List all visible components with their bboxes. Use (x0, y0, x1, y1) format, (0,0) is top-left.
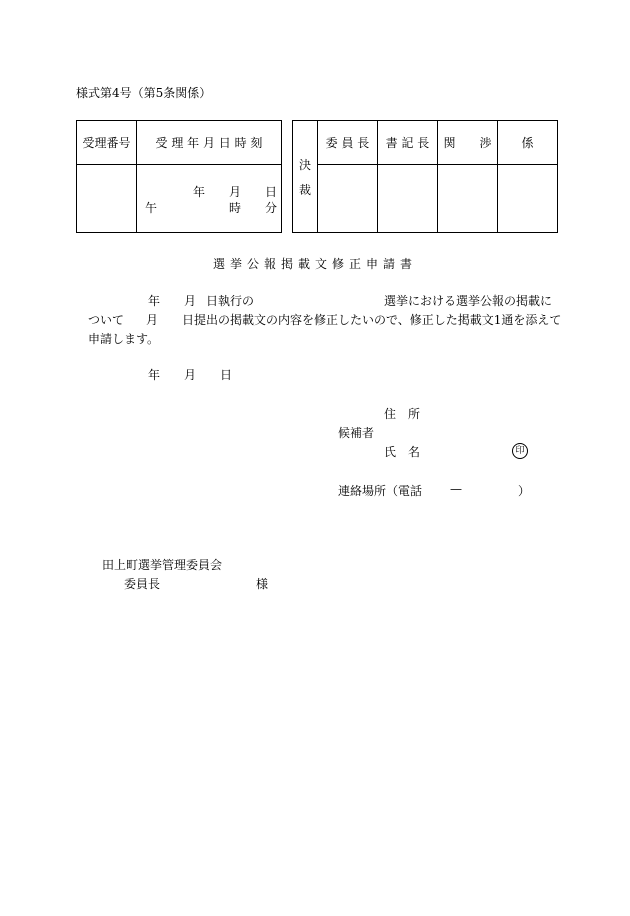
recipient-chair: 委員長 (124, 577, 161, 591)
reception-datetime-header: 受 理 年 月 日 時 刻 (137, 121, 282, 165)
stamp-cell-secretary[interactable] (378, 165, 438, 233)
date-day: 日 (220, 368, 233, 382)
reception-day: 日 (265, 185, 278, 199)
contact-dash: — (450, 482, 462, 496)
stamp-cell-related[interactable] (438, 165, 498, 233)
document-title: 選挙公報掲載文修正申請書 (212, 257, 417, 271)
address-label: 住 所 (384, 407, 421, 421)
reception-ampm: 午 (145, 201, 158, 215)
reception-datetime-cell[interactable] (137, 165, 282, 233)
form-label: 様式第4号（第5条関係） (76, 86, 212, 100)
seal-mark: 印 (512, 443, 528, 459)
date-month: 月 (184, 368, 197, 382)
reception-year: 年 (193, 185, 206, 199)
date-year: 年 (148, 368, 161, 382)
approval-label (293, 121, 318, 233)
body-line1-year: 年 (148, 294, 161, 308)
body-line2-tail: 日提出の掲載文の内容を修正したいので、修正した掲載文1通を添えて (182, 313, 562, 327)
body-line2-month: 月 (146, 313, 159, 327)
contact-close: ） (518, 484, 531, 498)
reception-number-header: 受理番号 (77, 121, 137, 165)
role-secretary: 書 記 長 (378, 121, 438, 165)
role-related: 関 渉 (438, 121, 498, 165)
stamp-cell-staff[interactable] (498, 165, 558, 233)
name-label: 氏 名 (384, 445, 421, 459)
candidate-label: 候補者 (338, 426, 375, 440)
contact-label: 連絡場所（電話 (338, 484, 423, 498)
reception-number-cell[interactable] (77, 165, 137, 233)
body-line2-head: ついて (88, 313, 125, 327)
body-line1-day: 日執行の (206, 294, 255, 308)
stamp-cell-chairman[interactable] (318, 165, 378, 233)
approval-label-top: 決 (298, 157, 311, 172)
reception-table (76, 120, 282, 233)
reception-month: 月 (229, 185, 242, 199)
recipient-org: 田上町選挙管理委員会 (102, 558, 223, 572)
recipient-honorific: 様 (256, 577, 269, 591)
body-line1-tail: 選挙における選挙公報の掲載に (384, 294, 553, 308)
reception-hour: 時 (229, 201, 242, 215)
approval-label-bottom: 裁 (298, 182, 311, 197)
role-staff: 係 (498, 121, 558, 165)
role-chairman: 委 員 長 (318, 121, 378, 165)
body-line1-month: 月 (184, 294, 197, 308)
body-line3: 申請します。 (88, 332, 160, 346)
approval-table (292, 120, 558, 233)
reception-minute: 分 (265, 201, 278, 215)
